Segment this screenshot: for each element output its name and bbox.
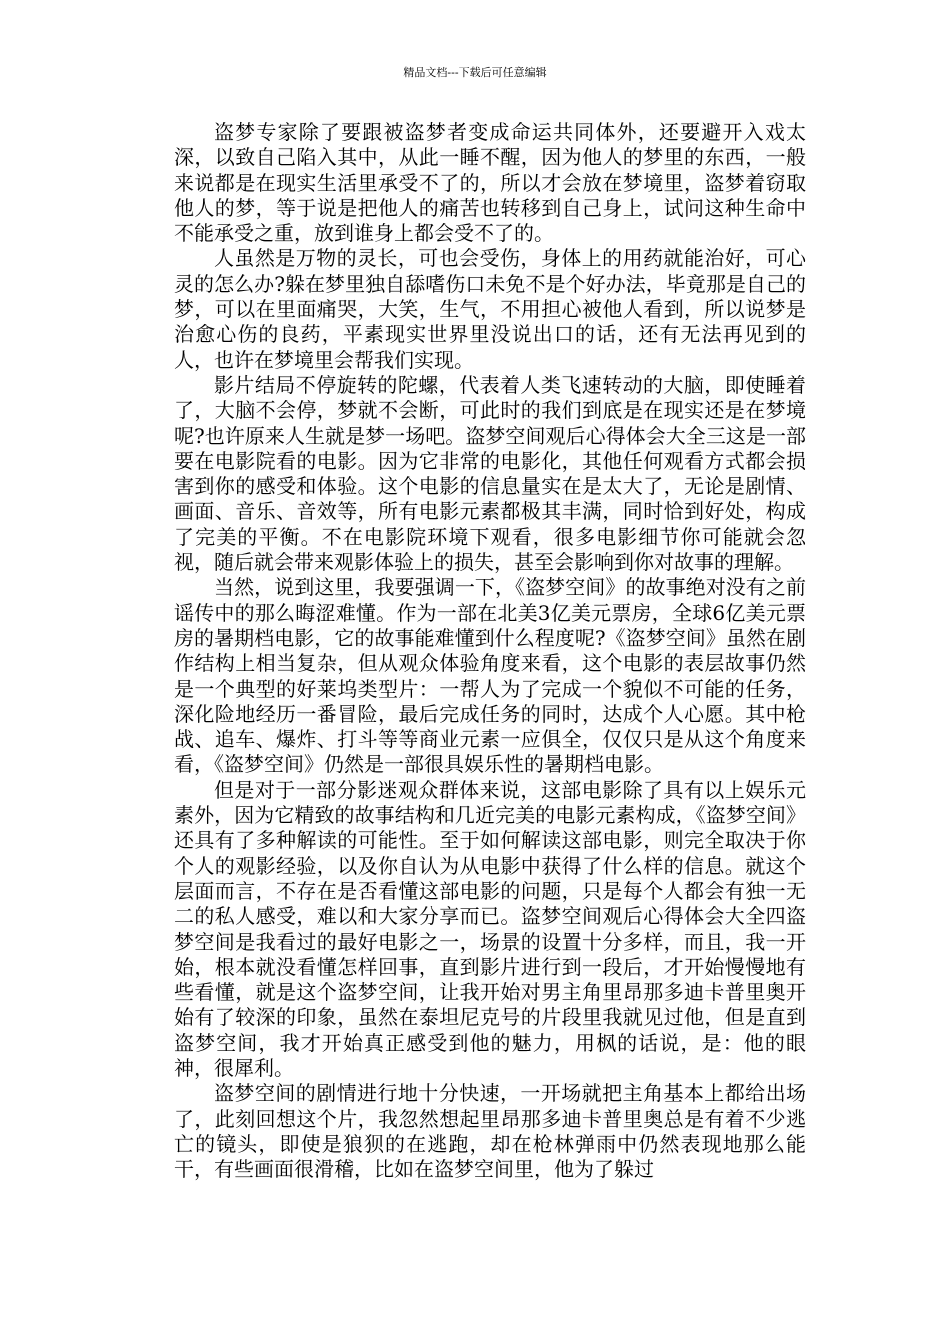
page-header: 精品文档---下载后可任意编辑 xyxy=(403,66,547,79)
paragraph: 人虽然是万物的灵长，可也会受伤，身体上的用药就能治好，可心灵的怎么办?躲在梦里独自舔嗜伤口未免不是个好办法，毕竟那是自己的梦，可以在里面痛哭，大笑，生气，不用担心被他人看到，所以说梦是治愈心伤的良药，平素现实世界里没说出口的话，还有无法再见到的人，也许在梦境里会帮我们实现。 xyxy=(174,246,806,372)
paragraph: 盗梦专家除了要跟被盗梦者变成命运共同体外，还要避开入戏太深，以致自己陷入其中，从此一睡不醒，因为他人的梦里的东西，一般来说都是在现实生活里承受不了的，所以才会放在梦境里，盗梦着窃取他人的梦，等于说是把他人的痛苦也转移到自己身上，试问这种生命中不能承受之重，放到谁身上都会受不了的。 xyxy=(174,120,806,246)
paragraph: 当然，说到这里，我要强调一下，《盗梦空间》的故事绝对没有之前谣传中的那么晦涩难懂。作为一部在北美3亿美元票房，全球6亿美元票房的暑期档电影，它的故事能难懂到什么程度呢?《盗梦空间》虽然在剧作结构上相当复杂，但从观众体验角度来看，这个电影的表层故事仍然是一个典型的好莱坞类型片：一帮人为了完成一个貌似不可能的任务，深化险地经历一番冒险，最后完成任务的同时，达成个人心愿。其中枪战、追车、爆炸、打斗等等商业元素一应俱全，仅仅只是从这个角度来看，《盗梦空间》仍然是一部很具娱乐性的暑期档电影。 xyxy=(174,575,806,777)
paragraph: 盗梦空间的剧情进行地十分快速，一开场就把主角基本上都给出场了，此刻回想这个片，我忽然想起里昂那多迪卡普里奥总是有着不少逃亡的镜头，即使是狼狈的在逃跑，却在枪林弹雨中仍然表现地那么能干，有些画面很滑稽，比如在盗梦空间里，他为了躲过 xyxy=(174,1081,806,1182)
paragraph: 但是对于一部分影迷观众群体来说，这部电影除了具有以上娱乐元素外，因为它精致的故事结构和几近完美的电影元素构成，《盗梦空间》还具有了多种解读的可能性。至于如何解读这部电影，则完全取决于你个人的观影经验，以及你自认为从电影中获得了什么样的信息。就这个层面而言，不存在是否看懂这部电影的问题，只是每个人都会有独一无二的私人感受，难以和大家分享而已。盗梦空间观后心得体会大全四盗梦空间是我看过的最好电影之一，场景的设置十分多样，而且，我一开始，根本就没看懂怎样回事，直到影片进行到一段后，才开始慢慢地有些看懂，就是这个盗梦空间，让我开始对男主角里昂那多迪卡普里奥开始有了较深的印象，虽然在泰坦尼克号的片段里我就见过他，但是直到盗梦空间，我才开始真正感受到他的魅力，用枫的话说，是：他的眼神，很犀利。 xyxy=(174,777,806,1080)
paragraph: 影片结局不停旋转的陀螺，代表着人类飞速转动的大脑，即使睡着了，大脑不会停，梦就不会断，可此时的我们到底是在现实还是在梦境呢?也许原来人生就是梦一场吧。盗梦空间观后心得体会大全三这是一部要在电影院看的电影。因为它非常的电影化，其他任何观看方式都会损害到你的感受和体验。这个电影的信息量实在是太大了，无论是剧情、画面、音乐、音效等，所有电影元素都极其丰满，同时恰到好处，构成了完美的平衡。不在电影院环境下观看，很多电影细节你可能就会忽视，随后就会带来观影体验上的损失，甚至会影响到你对故事的理解。 xyxy=(174,372,806,575)
document-body xyxy=(174,120,806,1182)
